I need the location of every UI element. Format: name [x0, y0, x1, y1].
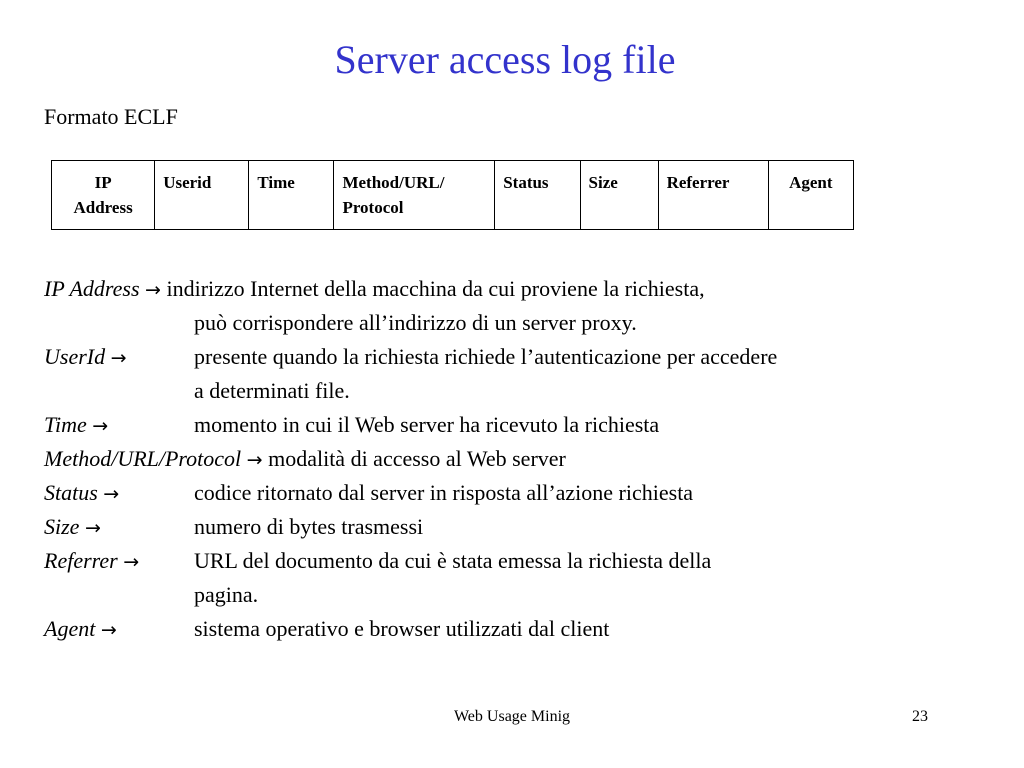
definition-userid: [44, 340, 127, 375]
page-number: 23: [912, 708, 928, 725]
table-header-row: [52, 161, 854, 230]
table-cell-referrer: Referrer: [658, 161, 768, 230]
table-cell-userid: Userid: [155, 161, 249, 230]
arrow-icon: →: [103, 483, 120, 505]
definition-term: Method/URL/Protocol: [44, 446, 242, 471]
definition-term: Referrer: [44, 548, 118, 573]
arrow-icon: →: [110, 347, 127, 369]
arrow-icon: →: [84, 517, 101, 539]
table-cell-method-url-protocol: Method/URL/ Protocol: [334, 161, 495, 230]
definition-continuation: pagina.: [194, 582, 259, 607]
definition-ip-address: [44, 272, 705, 307]
table-cell-time: Time: [249, 161, 334, 230]
table-cell-agent: Agent: [768, 161, 853, 230]
definition-size: [44, 510, 101, 545]
definition-continuation: può corrispondere all’indirizzo di un server proxy.: [194, 310, 637, 335]
definition-continuation: a determinati file.: [194, 378, 350, 403]
footer-text: Web Usage Minig: [453, 708, 571, 725]
arrow-icon: →: [100, 619, 117, 641]
arrow-icon: →: [123, 551, 140, 573]
table-cell-status: Status: [495, 161, 580, 230]
format-subtitle: Formato ECLF: [44, 104, 178, 129]
definition-referrer: [44, 544, 139, 579]
definition-text: indirizzo Internet della macchina da cui proviene la richiesta,: [166, 276, 705, 301]
slide-title: Server access log file: [334, 37, 676, 82]
definition-text: URL del documento da cui è stata emessa la richiesta della: [194, 548, 712, 573]
arrow-icon: →: [145, 279, 161, 301]
definition-text: sistema operativo e browser utilizzati dal client: [194, 616, 610, 641]
arrow-icon: →: [246, 449, 263, 471]
definition-text: numero di bytes trasmessi: [194, 514, 424, 539]
table-cell-ip-address: IP Address: [52, 161, 155, 230]
table-cell-size: Size: [580, 161, 658, 230]
definition-time: [44, 408, 108, 443]
definition-text: presente quando la richiesta richiede l’autenticazione per accedere: [194, 344, 778, 369]
definition-term: Status: [44, 480, 98, 505]
definition-text: codice ritornato dal server in risposta all’azione richiesta: [194, 480, 694, 505]
definition-method-url-protocol: [44, 442, 566, 477]
definition-agent: [44, 612, 117, 647]
definition-term: IP Address: [44, 276, 140, 301]
definition-text: modalità di accesso al Web server: [268, 446, 566, 471]
definition-term: Time: [44, 412, 87, 437]
definition-term: UserId: [44, 344, 106, 369]
definition-text: momento in cui il Web server ha ricevuto la richiesta: [194, 412, 660, 437]
definition-term: Size: [44, 514, 80, 539]
definition-status: [44, 476, 119, 511]
eclf-format-table: [51, 160, 854, 230]
arrow-icon: →: [92, 415, 109, 437]
definition-term: Agent: [44, 616, 96, 641]
